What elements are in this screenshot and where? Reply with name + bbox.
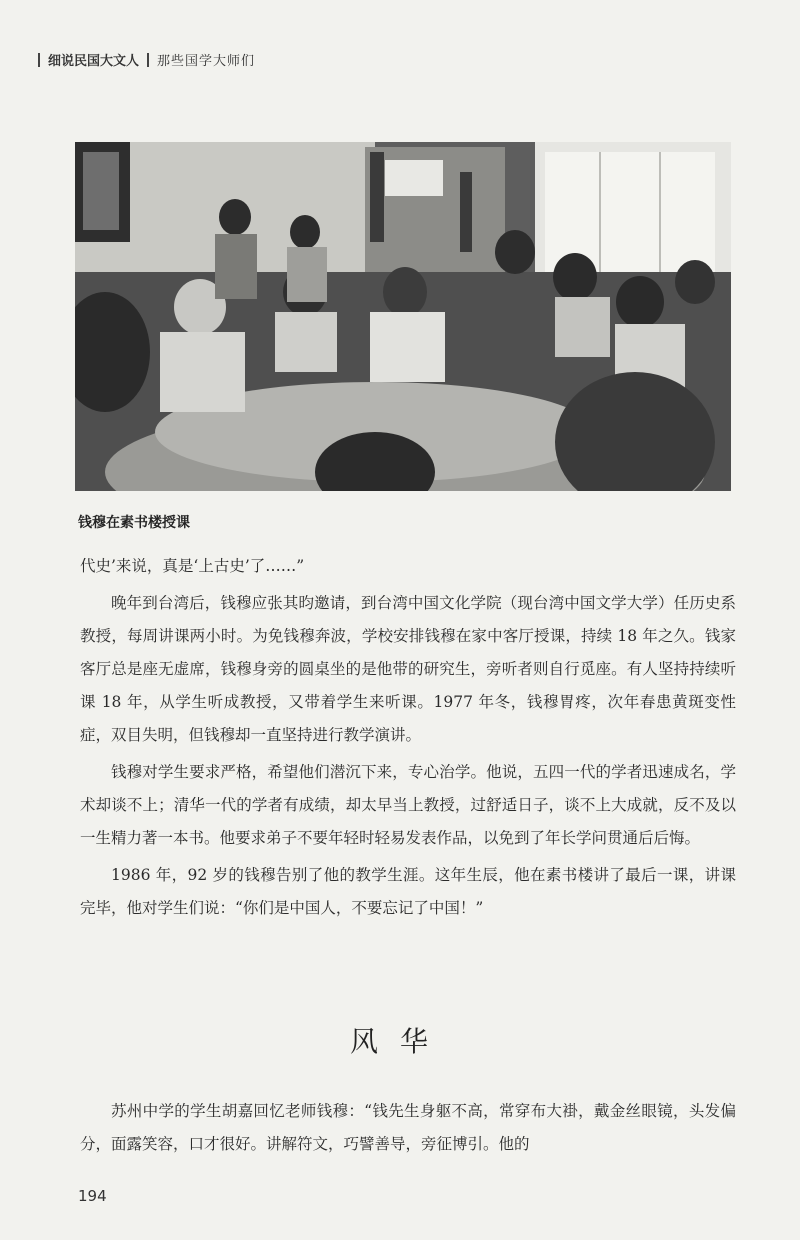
paragraph: 晚年到台湾后，钱穆应张其昀邀请，到台湾中国文化学院（现台湾中国文学大学）任历史系教授，每周讲课两小时。为免钱穆奔波，学校安排钱穆在家中客厅授课，持续 18 年之久。钱家客厅总是座无虚席，钱穆身旁的圆桌坐的是他带的研究生，旁听者则自行觅座。有人坚持持续听课 18 年，从学生听成教授，又带着学生来听课。1977 年冬，钱穆胃疼，次年春患黄斑变性症，双目失明，但钱穆却一直坚持进行教学演讲。 <box>80 594 736 744</box>
header-divider <box>147 53 149 67</box>
photo-illustration <box>75 142 731 491</box>
chapter-title: 那些国学大师们 <box>157 54 256 69</box>
section-body-text <box>80 1095 736 1161</box>
photo-caption: 钱穆在素书楼授课 <box>78 515 190 531</box>
body-text <box>80 550 736 929</box>
running-header <box>38 50 255 69</box>
paragraph: 代史’来说，真是‘上古史’了……” <box>80 557 305 575</box>
book-title: 细说民国大文人 <box>48 54 140 69</box>
page-number: 194 <box>78 1187 107 1205</box>
paragraph: 钱穆对学生要求严格，希望他们潜沉下来，专心治学。他说，五四一代的学者迅速成名，学术却谈不上；清华一代的学者有成绩，却太早当上教授，过舒适日子，谈不上大成就，反不及以一生精力著一本书。他要求弟子不要年轻时轻易发表作品，以免到了年长学问贯通后后悔。 <box>80 763 736 847</box>
paragraph: 苏州中学的学生胡嘉回忆老师钱穆：“钱先生身躯不高，常穿布大褂，戴金丝眼镜，头发偏分，面露笑容，口才很好。讲解符文，巧譬善导，旁征博引。他的 <box>80 1102 736 1153</box>
header-divider <box>38 53 40 67</box>
classroom-photo <box>75 142 731 491</box>
section-heading: 风华 <box>349 1025 450 1058</box>
paragraph: 1986 年，92 岁的钱穆告别了他的教学生涯。这年生辰，他在素书楼讲了最后一课，讲课完毕，他对学生们说：“你们是中国人，不要忘记了中国！” <box>80 866 736 917</box>
